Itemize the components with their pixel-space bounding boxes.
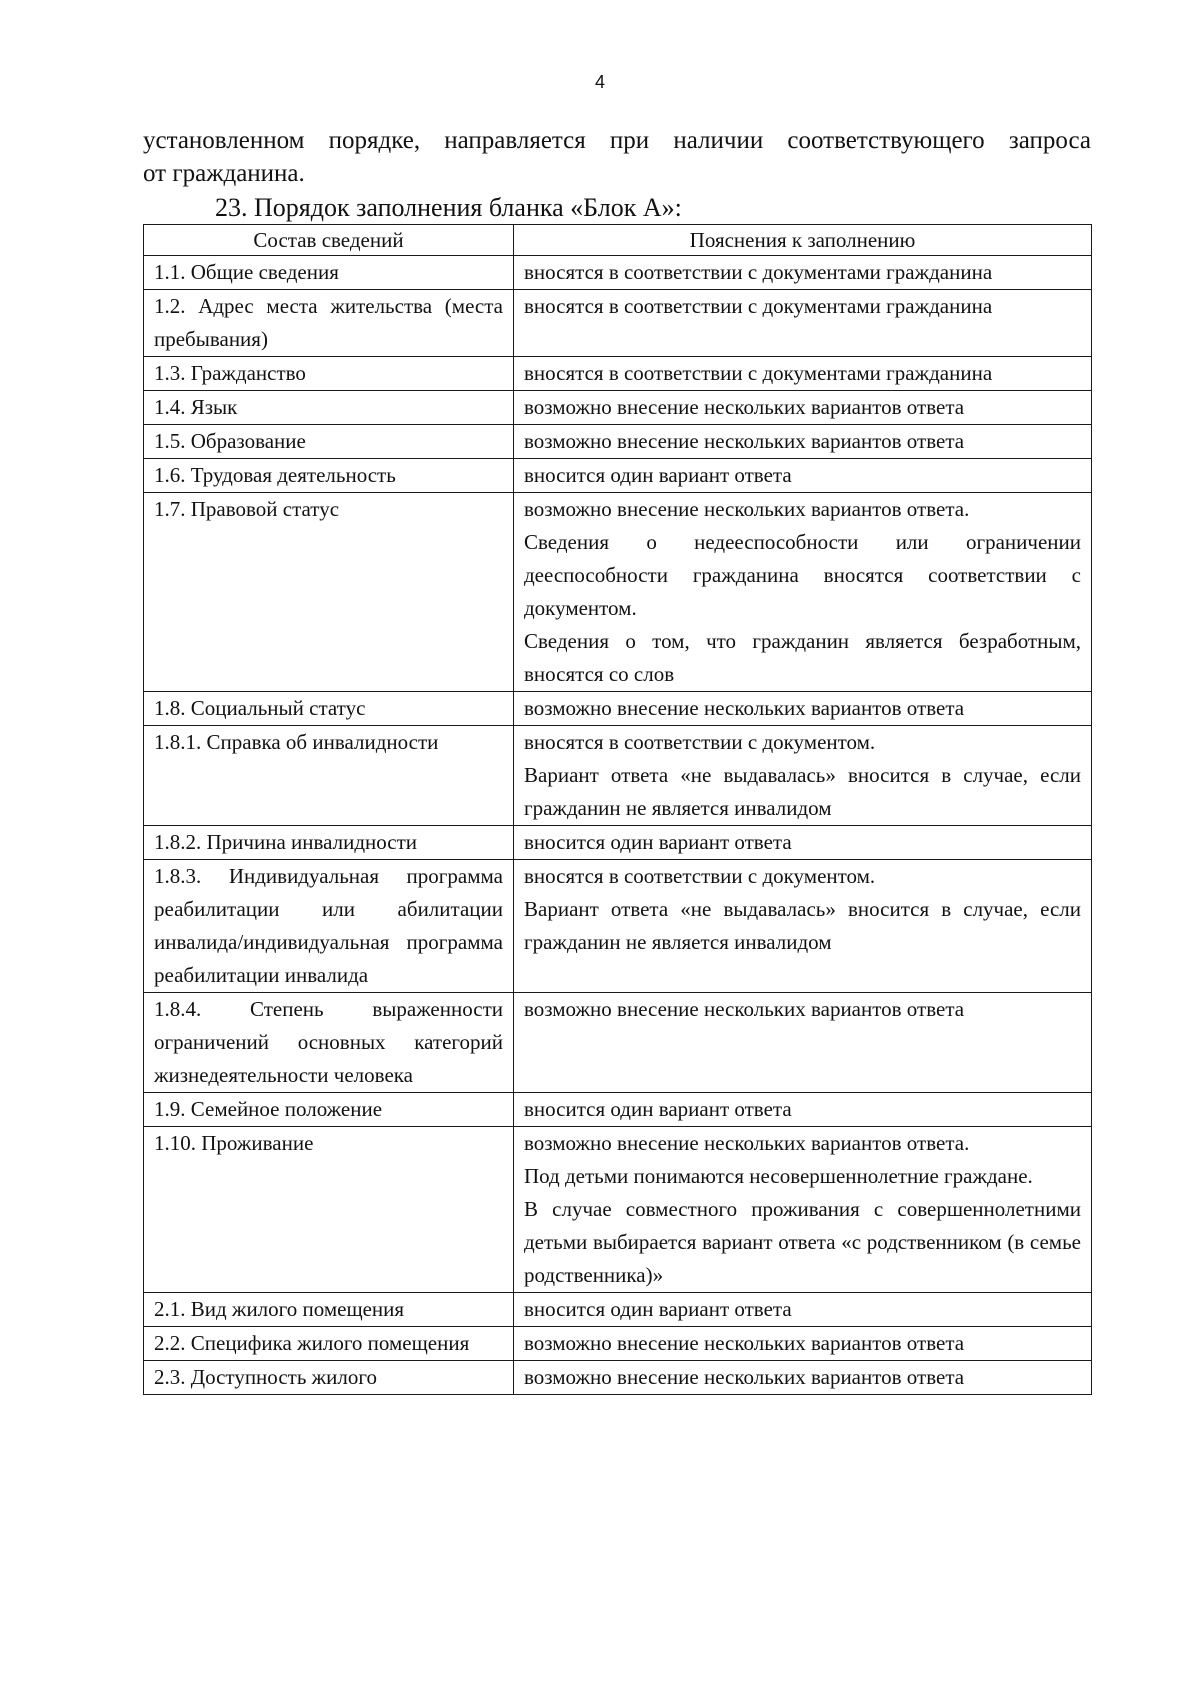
fill-note-cell — [514, 1361, 1092, 1395]
table-row — [144, 726, 1092, 826]
fill-note-cell — [514, 459, 1092, 493]
table-row — [144, 1127, 1092, 1293]
table-row — [144, 860, 1092, 993]
fill-instructions-table — [143, 224, 1092, 1395]
fill-note-paragraph: вносится один вариант ответа — [524, 1297, 792, 1321]
intro-paragraph — [143, 124, 1091, 190]
fill-note-cell — [514, 1293, 1092, 1327]
field-name-cell: 2.2. Специфика жилого помещения — [144, 1327, 514, 1361]
table-row — [144, 391, 1092, 425]
field-name-cell: 2.1. Вид жилого помещения — [144, 1293, 514, 1327]
column-header-fields: Состав сведений — [144, 225, 514, 256]
column-header-notes: Пояснения к заполнению — [514, 225, 1092, 256]
table-row — [144, 993, 1092, 1093]
table-row — [144, 425, 1092, 459]
field-name-cell: 1.8. Социальный статус — [144, 692, 514, 726]
fill-note-cell — [514, 391, 1092, 425]
table-row — [144, 1093, 1092, 1127]
fill-note-cell — [514, 290, 1092, 357]
fill-note-paragraph: вносятся в соответствии с документами гражданина — [524, 260, 993, 284]
intro-line-2: от гражданина. — [143, 160, 305, 187]
fill-note-cell — [514, 425, 1092, 459]
fill-note-paragraph: вносятся в соответствии с документом. — [524, 730, 876, 754]
field-name-cell: 1.1. Общие сведения — [144, 256, 514, 290]
table-row — [144, 290, 1092, 357]
fill-note-cell — [514, 1327, 1092, 1361]
table-header — [144, 225, 1092, 256]
fill-note-cell — [514, 357, 1092, 391]
fill-note-paragraph: Сведения о том, что гражданин является безработным, вносятся со слов — [524, 629, 1081, 686]
section-heading: 23. Порядок заполнения бланка «Блок А»: — [215, 193, 682, 222]
field-name-cell: 1.4. Язык — [144, 391, 514, 425]
field-name-cell: 1.6. Трудовая деятельность — [144, 459, 514, 493]
table-row — [144, 357, 1092, 391]
fill-note-paragraph: возможно внесение нескольких вариантов ответа — [524, 696, 965, 720]
fill-note-paragraph: Вариант ответа «не выдавалась» вносится в случае, если гражданин не является инвалидом — [524, 763, 1081, 820]
fill-note-cell — [514, 826, 1092, 860]
fill-note-paragraph: вносятся в соответствии с документами гражданина — [524, 294, 993, 318]
fill-note-paragraph: вносится один вариант ответа — [524, 463, 792, 487]
fill-note-cell — [514, 726, 1092, 826]
fill-note-cell — [514, 1127, 1092, 1293]
fill-note-paragraph: вносятся в соответствии с документом. — [524, 864, 876, 888]
fill-note-paragraph: вносятся в соответствии с документами гражданина — [524, 361, 993, 385]
fill-note-paragraph: Сведения о недееспособности или ограничении дееспособности гражданина вносятся соответствии с документом. — [524, 530, 1081, 620]
field-name-cell: 1.9. Семейное положение — [144, 1093, 514, 1127]
field-name-cell: 1.10. Проживание — [144, 1127, 514, 1293]
fill-note-cell — [514, 860, 1092, 993]
fill-note-paragraph: возможно внесение нескольких вариантов ответа. — [524, 497, 970, 521]
fill-note-paragraph: возможно внесение нескольких вариантов ответа — [524, 997, 965, 1021]
field-name-cell: 1.8.1. Справка об инвалидности — [144, 726, 514, 826]
fill-note-paragraph: В случае совместного проживания с совершеннолетними детьми выбирается вариант ответа «с родственником (в семье родственника)» — [524, 1197, 1081, 1287]
fill-note-paragraph: возможно внесение нескольких вариантов ответа — [524, 1331, 965, 1355]
table-row — [144, 493, 1092, 692]
table-row — [144, 1327, 1092, 1361]
fill-note-cell — [514, 256, 1092, 290]
table-row — [144, 1361, 1092, 1395]
fill-note-paragraph: возможно внесение нескольких вариантов ответа. — [524, 1131, 970, 1155]
fill-note-paragraph: возможно внесение нескольких вариантов ответа — [524, 395, 965, 419]
fill-note-paragraph: вносится один вариант ответа — [524, 1097, 792, 1121]
fill-note-cell — [514, 1093, 1092, 1127]
field-name-cell: 1.7. Правовой статус — [144, 493, 514, 692]
table-row — [144, 256, 1092, 290]
page-number: 4 — [594, 72, 605, 92]
fill-note-cell — [514, 692, 1092, 726]
field-name-cell: 1.8.2. Причина инвалидности — [144, 826, 514, 860]
fill-note-paragraph: Под детьми понимаются несовершеннолетние граждане. — [524, 1164, 1033, 1188]
fill-note-paragraph: вносится один вариант ответа — [524, 830, 792, 854]
field-name-cell: 1.5. Образование — [144, 425, 514, 459]
table-row — [144, 692, 1092, 726]
table-row — [144, 826, 1092, 860]
table-row — [144, 1293, 1092, 1327]
fill-note-paragraph: возможно внесение нескольких вариантов ответа — [524, 429, 965, 453]
intro-line-1: установленном порядке, направляется при наличии соответствующего запроса — [143, 127, 1091, 154]
table-row — [144, 459, 1092, 493]
table-header-row — [144, 225, 1092, 256]
field-name-cell: 1.2. Адрес места жительства (места пребывания) — [144, 290, 514, 357]
table-body — [144, 256, 1092, 1395]
field-name-cell: 1.3. Гражданство — [144, 357, 514, 391]
fill-note-cell — [514, 493, 1092, 692]
field-name-cell: 1.8.4. Степень выраженности ограничений основных категорий жизнедеятельности человека — [144, 993, 514, 1093]
field-name-cell: 2.3. Доступность жилого — [144, 1361, 514, 1395]
field-name-cell: 1.8.3. Индивидуальная программа реабилитации или абилитации инвалида/индивидуальная программа реабилитации инвалида — [144, 860, 514, 993]
fill-note-paragraph: возможно внесение нескольких вариантов ответа — [524, 1365, 965, 1389]
fill-note-cell — [514, 993, 1092, 1093]
fill-note-paragraph: Вариант ответа «не выдавалась» вносится в случае, если гражданин не является инвалидом — [524, 897, 1081, 954]
